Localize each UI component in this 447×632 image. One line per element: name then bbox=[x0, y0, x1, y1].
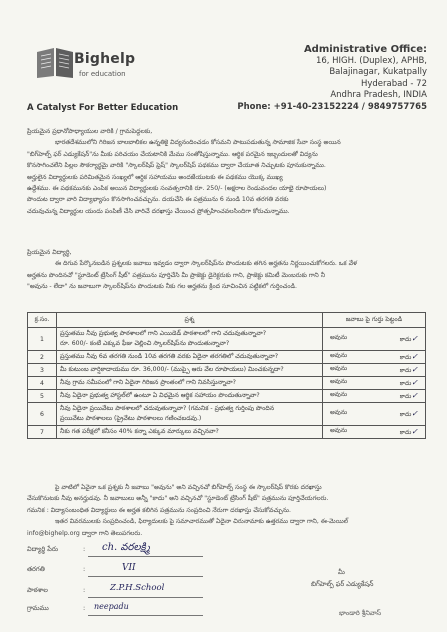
row-question: నీవు గ్రామ సమీపంలో గాని ఏదైనా గిరిజన ప్రాంతంలో గాని నివసిస్తున్నావా? bbox=[57, 377, 323, 390]
row-answer[interactable] bbox=[323, 390, 426, 403]
letter-line: అర్హులైన విద్యార్థులకు పరిమితమైన సంఖ్యలో ఆర్థిక సహాయము అందజేయుటకు ఈ పథకము యొక్క ముఖ్య bbox=[27, 173, 283, 181]
table-row bbox=[28, 390, 426, 403]
answer-yes[interactable]: అవును bbox=[330, 334, 348, 341]
row-answer[interactable] bbox=[323, 364, 426, 377]
col-header-answer: జవాబు పై గుర్తు పెట్టండి bbox=[323, 313, 426, 328]
note-line: ఇతర వివరములకు సంప్రదించండి, ఫిర్యాదులకు పై సమాచారముతో ఏదైనా చిరునామాకు ఉత్తరము ద్వారా గాని, ఈ-మెయిల్ bbox=[55, 518, 349, 526]
row-answer[interactable] bbox=[323, 328, 426, 351]
class-label: తరగతి : bbox=[27, 565, 86, 573]
answer-no[interactable]: కాదు bbox=[399, 429, 412, 436]
answer-yes[interactable]: అవును bbox=[330, 365, 348, 372]
office-title: Administrative Office: bbox=[303, 44, 427, 55]
answer-no[interactable]: కాదు bbox=[399, 367, 412, 374]
row-question: నీవు ఏదైనా ప్రయివేటు పాఠశాలలో చదువుతున్నావా? (గమనిక - ప్రభుత్వ గుర్తింపు పొందిన ప్రయివేటు పాఠశాలలు (ప్రైవేటు పాఠశాలలు గణించబడవు.) bbox=[57, 403, 323, 426]
answer-no-wrap bbox=[400, 334, 418, 344]
answer-no-wrap bbox=[400, 409, 418, 419]
letter-line: కొనసాగించలేని పిల్లల సౌకర్యార్థమై వారికి "స్కాలర్‌షిప్ ఫ్రెష్" స్కాలర్‌షిప్ పథకము ద్వారా చేయూత నిచ్చుటకు పూనుకున్నాము. bbox=[27, 162, 326, 170]
handwritten-tick: ✓ bbox=[411, 365, 418, 374]
brand-subtitle: for education bbox=[79, 70, 126, 78]
row-question: నీవు ఏదైనా ప్రభుత్వ హాస్టల్‌లో ఉంటూ ఏ విధమైన ఆర్థిక సహాయం పొందుతున్నావా? bbox=[57, 390, 323, 403]
student-instructions bbox=[27, 247, 425, 293]
answer-no-wrap bbox=[400, 365, 418, 375]
answer-options bbox=[326, 334, 422, 344]
note-line: info@bighelp.org ద్వారా గాని తెలుపగలరు. bbox=[27, 529, 143, 537]
row-number: 7 bbox=[28, 426, 57, 439]
student-name-line bbox=[88, 556, 203, 557]
book-logo-icon bbox=[33, 44, 77, 80]
table-row bbox=[28, 426, 426, 439]
row-answer[interactable] bbox=[323, 351, 426, 364]
answer-options bbox=[326, 391, 422, 401]
col-header-question: ప్రశ్న bbox=[57, 313, 323, 328]
answer-yes[interactable]: అవును bbox=[330, 352, 348, 359]
answer-yes[interactable]: అవును bbox=[330, 378, 348, 385]
student-name-label: విద్యార్థి పేరు : bbox=[27, 545, 86, 553]
intro-letter bbox=[27, 126, 425, 217]
table-header-row bbox=[28, 313, 426, 328]
instruction-line: ఈ దిగువ పేర్కొనబడిన ప్రశ్నలకు జవాబు ఇవ్వడం ద్వారా స్కాలర్‌షిప్‌ను పొందుటకు తగిన అర్హతను నిర్ణయించుకోగలరు. ఒక వేళ bbox=[55, 260, 357, 268]
answer-no[interactable]: కాదు bbox=[399, 354, 412, 361]
answer-no[interactable]: కాదు bbox=[399, 380, 412, 387]
answer-options bbox=[326, 427, 422, 437]
answer-yes[interactable]: అవును bbox=[330, 427, 348, 434]
table-row bbox=[28, 328, 426, 351]
row-question: ప్రస్తుతము నీవు ప్రభుత్వ పాఠశాలలో గాని ఎయిడెడ్ పాఠశాలలో గాని చదువుతున్నావా? రూ. 600/- కంటే ఎక్కువ ఫీజు చెల్లించి స్కాలర్‌షిప్‌ను పొందుతున్నావా? bbox=[57, 328, 323, 351]
school-line bbox=[88, 597, 203, 598]
row-answer[interactable] bbox=[323, 426, 426, 439]
answer-no[interactable]: కాదు bbox=[399, 393, 412, 400]
row-answer[interactable] bbox=[323, 403, 426, 426]
class-value[interactable]: VII bbox=[122, 563, 136, 573]
letter-line: పొందుట ద్వారా వారి విద్యాభ్యాసం కొనసాగించవచ్చును. దయచేసి ఈ పత్రమును 6 నుండి 10వ తరగతి వరకు bbox=[27, 196, 289, 204]
instruction-line: ప్రియమైన విద్యార్థి, bbox=[27, 249, 72, 256]
organization-name: బిగ్‌హెల్ప్ ఫర్ ఎడ్యుకేషన్ bbox=[311, 580, 374, 588]
handwritten-tick: ✓ bbox=[411, 427, 418, 436]
answer-no-wrap bbox=[400, 391, 418, 401]
answer-no-wrap bbox=[400, 427, 418, 437]
answer-no-wrap bbox=[400, 378, 418, 388]
office-address bbox=[237, 44, 427, 113]
answer-no[interactable]: కాదు bbox=[399, 336, 412, 343]
row-question: మీ కుటుంబ వార్షికాదాయము రూ. 36,000/- (ముప్పై ఆరు వేల రూపాయలు) మించకున్నదా? bbox=[57, 364, 323, 377]
answer-options bbox=[326, 378, 422, 388]
eligibility-note bbox=[27, 482, 425, 539]
letter-line: ఉద్దేశము. ఈ పథకమునకు ఎంపిక అయిన విద్యార్థులకు సంవత్సరానికి రూ. 250/- (అక్షరాల రెండువందల యాభై రూపాయలు) bbox=[27, 184, 327, 192]
handwritten-tick: ✓ bbox=[411, 334, 418, 343]
letter-line: చదువుచున్న విద్యార్థుల యందు పంపిణీ చేసి వారిచే దరఖాస్తు చేయించ ప్రోత్సహించవలసిందిగా కోరుచున్నాము. bbox=[27, 207, 290, 215]
closing-text: మీ bbox=[338, 568, 345, 576]
note-line: చేసుకొనుటకు నీవు అనర్హుడవు. నీ జవాబులు అన్నీ "కాదు" అని వచ్చినచో "స్టూడెంట్ ట్రేసింగ్ షీట్" పత్రమును పూర్తిచేయగలరు. bbox=[27, 495, 329, 503]
address-line: 16, HIGH. (Duplex), APHB, bbox=[315, 55, 427, 66]
answer-options bbox=[326, 409, 422, 419]
row-answer[interactable] bbox=[323, 377, 426, 390]
class-line bbox=[88, 576, 203, 577]
village-label: గ్రామము : bbox=[27, 604, 86, 612]
letter-line: భారతదేశములోని గిరిజన బాలబాలికల ఉన్నతికై విద్యనందించడం కోసమని పాటుపడుతున్న సామాజిక సేవా సంస్థ అయిన bbox=[55, 139, 341, 147]
table-row bbox=[28, 403, 426, 426]
row-question: ప్రస్తుతము నీవు 6వ తరగతి నుండి 10వ తరగతి వరకు ఏదైనా తరగతిలో చదువుతున్నావా? bbox=[57, 351, 323, 364]
row-number: 2 bbox=[28, 351, 57, 364]
school-value[interactable]: Z.P.H.School bbox=[110, 583, 165, 593]
col-header-sn: క్ర.సం. bbox=[28, 313, 57, 328]
row-number: 1 bbox=[28, 328, 57, 351]
answer-no-wrap bbox=[400, 352, 418, 362]
note-line: గమనిక : విద్యాసంబంధిత విద్యార్థులు ఈ అర్హత కలిగిన పత్రమును సంప్రదించి నేరుగా దరఖాస్తు చేసుకోవచ్చును. bbox=[27, 506, 291, 514]
table-row bbox=[28, 377, 426, 390]
table-row bbox=[28, 351, 426, 364]
note-line: పై వాటిలో ఏవైనా ఒక ప్రశ్నకు నీ జవాబు "అవును" అని వచ్చినచో బిగ్‌హెల్ప్ సంస్థ ఈ స్కాలర్‌షిప్ కొరకు దరఖాస్తు bbox=[55, 484, 322, 491]
address-line: Andhra Pradesh, INDIA bbox=[330, 90, 427, 100]
row-number: 5 bbox=[28, 390, 57, 403]
table-row bbox=[28, 364, 426, 377]
school-label: పాఠశాల : bbox=[27, 586, 86, 594]
eligibility-table bbox=[27, 312, 426, 439]
row-number: 6 bbox=[28, 403, 57, 426]
answer-options bbox=[326, 365, 422, 375]
letter-line: "బిగ్‌హెల్ప్ ఫర్ ఎడ్యుకేషన్"ను మీకు పరిచయం చేయటానికి మేము సంతోషిస్తున్నాము. ఆర్థిక పరమైన ఇబ్బందులతో విద్యను bbox=[27, 150, 318, 158]
village-value[interactable]: neepadu bbox=[94, 602, 129, 611]
phone-number: Phone: +91-40-23152224 / 9849757765 bbox=[237, 101, 427, 112]
instruction-line: "అవును - లేదా" ను జవాబుగా స్కాలర్‌షిప్‌ను పొందుటకు నీకు గల అర్హతను క్రింద సూచించిన పట్టికలో గుర్తించండి. bbox=[27, 283, 298, 291]
row-number: 3 bbox=[28, 364, 57, 377]
brand-name: Bighelp bbox=[74, 51, 136, 67]
student-name-value[interactable]: ch. వరలక్ష్మి bbox=[102, 542, 150, 553]
address-line: Balajinagar, Kukatpally bbox=[329, 67, 427, 77]
tagline: A Catalyst For Better Education bbox=[27, 103, 179, 113]
handwritten-tick: ✓ bbox=[411, 352, 418, 361]
answer-yes[interactable]: అవును bbox=[330, 409, 348, 416]
row-number: 4 bbox=[28, 377, 57, 390]
answer-options bbox=[326, 352, 422, 362]
answer-no[interactable]: కాదు bbox=[399, 411, 412, 418]
handwritten-tick: ✓ bbox=[411, 409, 418, 418]
answer-yes[interactable]: అవును bbox=[330, 391, 348, 398]
address-line: Hyderabad - 72 bbox=[360, 78, 427, 89]
handwritten-tick: ✓ bbox=[411, 378, 418, 387]
row-question: నీకు గత పరీక్షలో కనీసం 40% కన్నా ఎక్కువ మార్కులు వచ్చినవా? bbox=[57, 426, 323, 439]
handwritten-tick: ✓ bbox=[411, 391, 418, 400]
letter-line: ప్రియమైన ప్రధానోపాధ్యాయుల వారికి / గ్రామపెద్దలకు, bbox=[27, 128, 153, 135]
signatory-name: భాండారి శ్రీనివాస్ bbox=[339, 609, 382, 617]
village-line bbox=[88, 615, 203, 616]
instruction-line: అర్హతను పొందినచో "స్టూడెంట్ ట్రేసింగ్ షీట్" పత్రమును పూర్తిచేసి మీ ప్రాజెక్టు డైరెక్టరుకు గాని, ప్రాజెక్టు కమిటీ మెంబరుకు గాని నీ bbox=[27, 271, 326, 279]
